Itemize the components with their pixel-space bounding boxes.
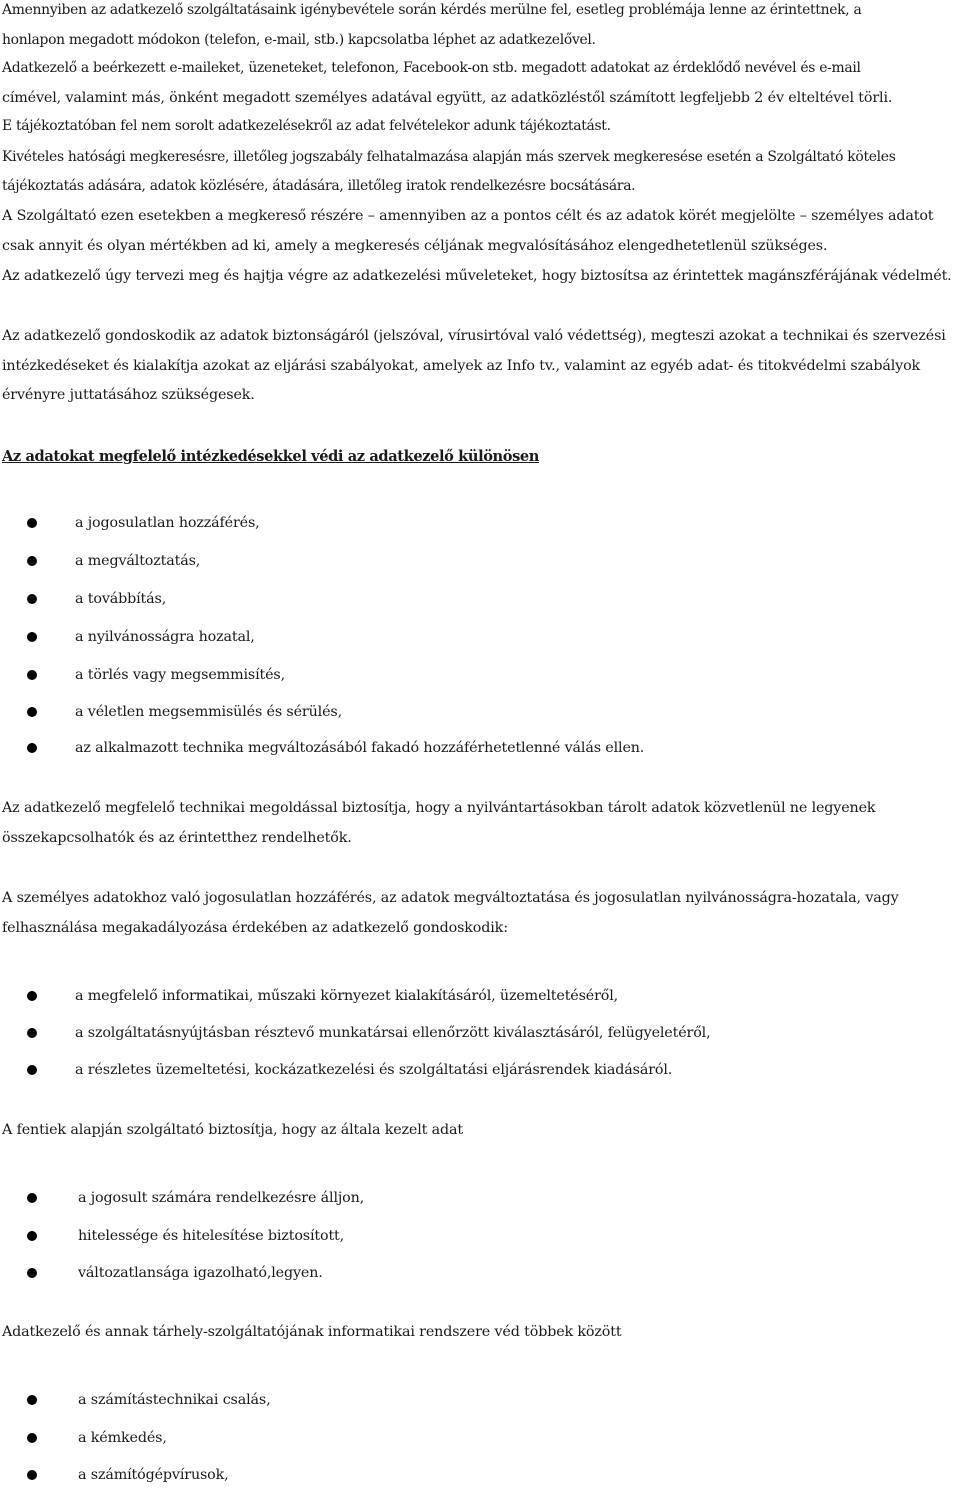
list-item-text: a kémkedés, bbox=[78, 1430, 167, 1446]
list-item-text: a számítógépvírusok, bbox=[78, 1467, 229, 1483]
bullet-icon bbox=[27, 1028, 37, 1038]
list-item-text: a részletes üzemeltetési, kockázatkezelési és szolgáltatási eljárásrendek kiadásáról. bbox=[75, 1062, 673, 1078]
paragraph-line: A személyes adatokhoz való jogosulatlan hozzáférés, az adatok megváltoztatása és jogosulatlan nyilvánosságra-hozatala, vagy bbox=[2, 890, 899, 906]
bullet-icon bbox=[27, 518, 37, 528]
list-item-text: a szolgáltatásnyújtásban résztevő munkatársai ellenőrzött kiválasztásáról, felügyeletéről, bbox=[75, 1025, 711, 1041]
list-item-text: a megváltoztatás, bbox=[75, 553, 201, 569]
list-item-text: az alkalmazott technika megváltozásából fakadó hozzáférhetetlenné válás ellen. bbox=[75, 740, 645, 756]
paragraph-line: Az adatkezelő gondoskodik az adatok biztonságáról (jelszóval, vírusirtóval való védettség), megteszi azokat a technikai és szervezési bbox=[2, 328, 946, 344]
paragraph-line: Adatkezelő és annak tárhely-szolgáltatójának informatikai rendszere véd többek között bbox=[2, 1324, 622, 1340]
bullet-icon bbox=[27, 991, 37, 1001]
bullet-icon bbox=[27, 670, 37, 680]
list-item-text: a törlés vagy megsemmisítés, bbox=[75, 667, 285, 683]
bullet-icon bbox=[27, 1470, 37, 1480]
paragraph-line: csak annyit és olyan mértékben ad ki, amely a megkeresés céljának megvalósításához elengedhetetlenül szükséges. bbox=[2, 238, 828, 254]
paragraph-line: Adatkezelő a beérkezett e-maileket, üzeneteket, telefonon, Facebook-on stb. megadott adatokat az érdeklődő nevével és e-mail bbox=[2, 60, 861, 76]
bullet-icon bbox=[27, 1395, 37, 1405]
bullet-icon bbox=[27, 632, 37, 642]
bullet-icon bbox=[27, 1065, 37, 1075]
list-item-text: a nyilvánosságra hozatal, bbox=[75, 629, 255, 645]
section-heading: Az adatokat megfelelő intézkedésekkel védi az adatkezelő különösen bbox=[2, 448, 539, 465]
list-item-text: a továbbítás, bbox=[75, 591, 167, 607]
bullet-icon bbox=[27, 556, 37, 566]
bullet-icon bbox=[27, 594, 37, 604]
paragraph-line: érvényre juttatásához szükségesek. bbox=[2, 387, 255, 403]
list-item-text: változatlansága igazolható,legyen. bbox=[78, 1265, 323, 1281]
bullet-icon bbox=[27, 743, 37, 753]
list-item-text: hitelessége és hitelesítése biztosított, bbox=[78, 1228, 345, 1244]
list-item-text: a megfelelő informatikai, műszaki környezet kialakításáról, üzemeltetéséről, bbox=[75, 988, 619, 1004]
bullet-icon bbox=[27, 707, 37, 717]
bullet-icon bbox=[27, 1231, 37, 1241]
list-item-text: a jogosult számára rendelkezésre álljon, bbox=[78, 1190, 365, 1206]
list-item-text: a jogosulatlan hozzáférés, bbox=[75, 515, 260, 531]
paragraph-line: Az adatkezelő megfelelő technikai megoldással biztosítja, hogy a nyilvántartásokban tárolt adatok közvetlenül ne legyenek bbox=[2, 800, 876, 816]
paragraph-line: felhasználása megakadályozása érdekében az adatkezelő gondoskodik: bbox=[2, 920, 508, 936]
paragraph-line: Amennyiben az adatkezelő szolgáltatásaink igénybevétele során kérdés merülne fel, esetleg problémája lenne az érintettnek, a bbox=[2, 2, 862, 18]
paragraph-line: A fentiek alapján szolgáltató biztosítja, hogy az általa kezelt adat bbox=[2, 1122, 463, 1138]
list-item-text: a véletlen megsemmisülés és sérülés, bbox=[75, 704, 342, 720]
bullet-icon bbox=[27, 1268, 37, 1278]
bullet-icon bbox=[27, 1433, 37, 1443]
bullet-icon bbox=[27, 1193, 37, 1203]
paragraph-line: intézkedéseket és kialakítja azokat az eljárási szabályokat, amelyek az Info tv., valamint az egyéb adat- és titokvédelmi szabályok bbox=[2, 358, 921, 374]
paragraph-line: Kivételes hatósági megkeresésre, illetőleg jogszabály felhatalmazása alapján más szervek megkeresése esetén a Szolgáltató köteles bbox=[2, 149, 896, 165]
paragraph-line: honlapon megadott módokon (telefon, e-mail, stb.) kapcsolatba léphet az adatkezelővel. bbox=[2, 32, 596, 48]
list-item-text: a számítástechnikai csalás, bbox=[78, 1392, 271, 1408]
paragraph-line: A Szolgáltató ezen esetekben a megkereső részére – amennyiben az a pontos célt és az adatok körét megjelölte – személyes adatot bbox=[2, 208, 934, 224]
paragraph-line: E tájékoztatóban fel nem sorolt adatkezelésekről az adat felvételekor adunk tájékoztatást. bbox=[2, 118, 611, 134]
paragraph-line: tájékoztatás adására, adatok közlésére, átadására, illetőleg iratok rendelkezésre bocsátására. bbox=[2, 178, 636, 194]
paragraph-line: Az adatkezelő úgy tervezi meg és hajtja végre az adatkezelési műveleteket, hogy biztosítsa az érintettek magánszférájának védelmét. bbox=[2, 268, 952, 284]
paragraph-line: címével, valamint más, önként megadott személyes adatával együtt, az adatközléstől számított legfeljebb 2 év elteltével törli. bbox=[2, 90, 893, 106]
paragraph-line: összekapcsolhatók és az érintetthez rendelhetők. bbox=[2, 830, 352, 846]
